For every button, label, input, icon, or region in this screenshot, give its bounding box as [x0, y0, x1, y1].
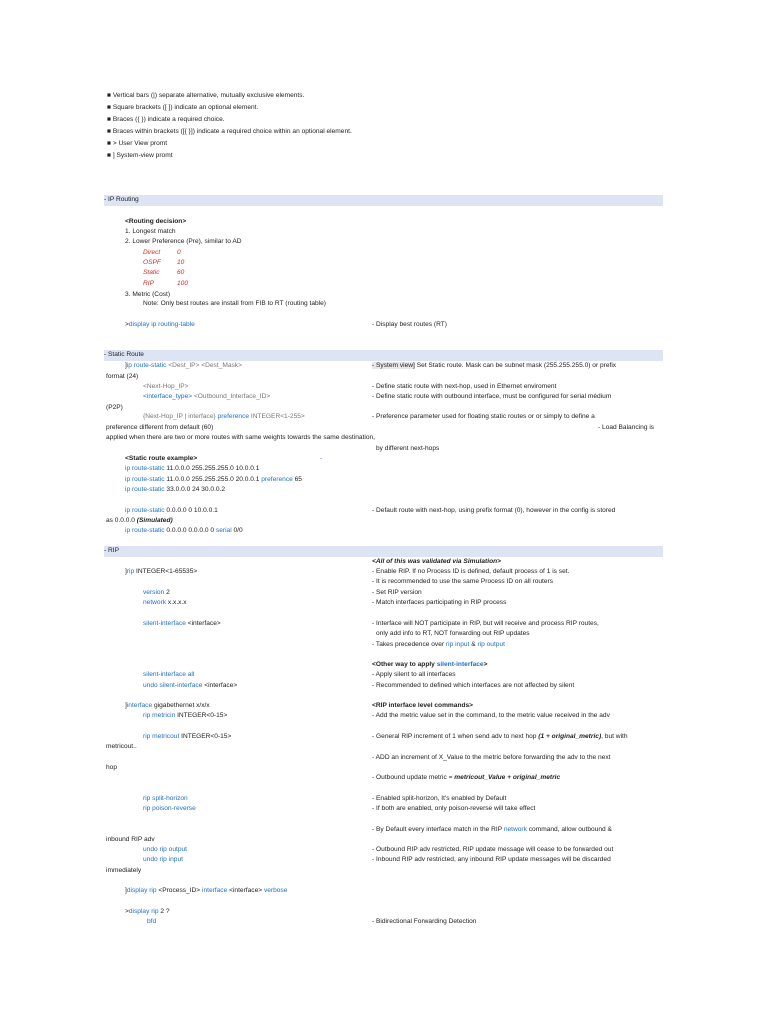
command-desc: - Interface will NOT participate in RIP, but will receive and process RIP routes, [372, 620, 599, 627]
desc-continuation: hop [106, 764, 118, 771]
command-line: {Next-Hop_IP | interface} preference INTEGER<1-255> [143, 413, 305, 420]
pref-name: OSPF [143, 259, 161, 266]
command-line: undo rip input [143, 856, 183, 863]
command-desc: - Display best routes (RT) [372, 321, 447, 328]
desc-continuation: inbound RIP adv [106, 836, 155, 843]
command-desc: - Outbound update metric = metricout_Value + original_metric [372, 774, 561, 781]
routing-decision-item: 2. Lower Preference (Pre), similar to AD [125, 238, 242, 245]
command-line: <interface_type> <Outbound_Interface_ID> [143, 393, 271, 400]
rip-interface-heading: <RIP interface level commands> [372, 702, 474, 709]
command-line: rip split-horizon [143, 795, 188, 802]
routing-decision-item: 1. Longest match [125, 228, 176, 235]
command-desc: - Define static route with next-hop, used in Ethernet enviroment [372, 383, 557, 390]
command-line: ip route-static 11.0.0.0 255.255.255.0 20.0.0.1 preference 65 [125, 476, 302, 483]
command-line: silent-interface all [143, 671, 195, 678]
desc-continuation: as 0.0.0.0 (Simulated) [106, 517, 173, 524]
pref-value: 60 [177, 269, 185, 276]
command-line: ip route-static 0.0.0.0 0.0.0.0 0 serial 0/0 [125, 527, 243, 534]
command-desc: - Apply silent to all interfaces [372, 671, 456, 678]
desc-continuation: preference different from default (60) [106, 424, 214, 431]
command-desc: - Bidirectional Forwarding Detection [372, 918, 477, 925]
command-desc: - Enabled split-horizon, It's enabled by Default [372, 795, 507, 802]
command-line: ip route-static 11.0.0.0 255.255.255.0 10.0.0.1 [125, 465, 260, 472]
command-desc: - Outbound RIP adv restricted, RIP update message will cease to be forwarded out [372, 846, 614, 853]
section-header-ip-routing: - IP Routing [104, 195, 663, 206]
command-line: rip poison-reverse [143, 805, 196, 812]
section-header-static-route: - Static Route [104, 350, 663, 361]
command-desc: - System view] Set Static route. Mask can be subnet mask (255.255.255.0) or prefix [372, 362, 617, 369]
command-desc: - Inbound RIP adv restricted, any inbound RIP update messages will be discarded [372, 856, 611, 863]
command-desc: - Add the metric value set in the command, to the metric value received in the adv [372, 712, 610, 719]
pref-name: Direct [143, 249, 161, 256]
other-way-heading: <Other way to apply silent-interface> [372, 661, 488, 668]
pref-value: 100 [177, 280, 189, 287]
command-desc: - By Default every interface match in the RIP network command, allow outbound & [372, 826, 612, 833]
command-desc: - ADD an increment of X_Value to the metric before forwarding the adv to the next [372, 754, 611, 761]
desc-continuation: only add info to RT, NOT forwarding out RIP updates [376, 630, 530, 637]
legend-line: ■ Vertical bars (|) separate alternative, mutually exclusive elements. [107, 92, 305, 99]
command-line: ]interface gigabethernet x/x/x [125, 702, 210, 709]
command-line: silent-interface <interface> [143, 620, 221, 627]
command-desc: - It is recommended to use the same Process ID on all routers [372, 578, 554, 585]
legend-line: ■ ] System-view promt [107, 152, 173, 159]
legend-line: ■ Braces within brackets ([{ }]) indicate a required choice within an optional element. [107, 128, 352, 135]
desc-continuation: applied when there are two or more routes with same weights towards the same destination, [106, 434, 376, 441]
desc-continuation: (P2P) [106, 404, 123, 411]
routing-decision-heading: <Routing decision> [125, 218, 187, 225]
command-line: rip metricin INTEGER<0-15> [143, 712, 228, 719]
dash-mark: - [320, 455, 323, 462]
pref-name: Static [143, 269, 160, 276]
command-line: >display ip routing-table [125, 321, 195, 328]
command-line: version 2 [143, 589, 170, 596]
pref-value: 10 [177, 259, 185, 266]
command-line: >display rip 2 ? [125, 908, 170, 915]
command-line: rip metricout INTEGER<0-15> [143, 733, 232, 740]
static-example-heading: <Static route example> [125, 455, 198, 462]
desc-continuation: immediately [106, 867, 142, 874]
command-line: undo silent-interface <interface> [143, 682, 238, 689]
desc-continuation: metricout.. [106, 743, 137, 750]
validated-note: <All of this was validated via Simulation> [372, 558, 501, 565]
legend-line: ■ Braces ({ }) indicate a required choice. [107, 116, 225, 123]
desc-continuation: - Load Balancing is [598, 424, 655, 431]
command-desc: - Match interfaces participating in RIP process [372, 599, 507, 606]
command-desc: - If both are enabled, only poison-reverse will take effect [372, 805, 536, 812]
routing-decision-item: 3. Metric (Cost) [125, 291, 171, 298]
legend-line: ■ Square brackets ([ ]) indicate an optional element. [107, 104, 259, 111]
legend-line: ■ > User View promt [107, 140, 168, 147]
command-line: ]ip route-static <Dest_IP> <Dest_Mask> [125, 362, 242, 369]
command-desc: - Preference parameter used for floating static routes or or simply to define a [372, 413, 595, 420]
command-line: ]display rip <Process_ID> interface <interface> verbose [125, 887, 288, 894]
command-line: undo rip output [143, 846, 187, 853]
command-line: ip route-static 33.0.0.0 24 30.0.0.2 [125, 486, 226, 493]
command-line: network x.x.x.x [143, 599, 187, 606]
section-header-rip: - RIP [104, 546, 663, 557]
pref-name: RIP [143, 280, 154, 287]
desc-continuation: format (24) [106, 373, 139, 380]
command-line: ip route-static 0.0.0.0 0 10.0.0.1 [125, 507, 218, 514]
desc-continuation: by different next-hops [376, 445, 440, 452]
command-desc: - Takes precedence over rip input & rip output [372, 641, 505, 648]
routing-note: Note: Only best routes are install from FIB to RT (routing table) [143, 300, 326, 307]
command-line: <Next-Hop_IP> [143, 383, 189, 390]
command-desc: - General RIP increment of 1 when send adv to next hop (1 + original_metric), but with [372, 733, 628, 740]
command-line: ]rip INTEGER<1-65535> [125, 568, 198, 575]
command-desc: - Set RIP version [372, 589, 422, 596]
command-desc: - Define static route with outbound interface, must be configured for serial médium [372, 393, 612, 400]
command-line: bfd [147, 918, 157, 925]
pref-value: 0 [177, 249, 181, 256]
command-desc: - Default route with next-hop, using prefix format (0), however in the config is stored [372, 507, 616, 514]
command-desc: - Enable RIP. If no Process ID is defined, default process of 1 is set. [372, 568, 570, 575]
command-desc: - Recommended to defined which interfaces are not affected by silent [372, 682, 575, 689]
